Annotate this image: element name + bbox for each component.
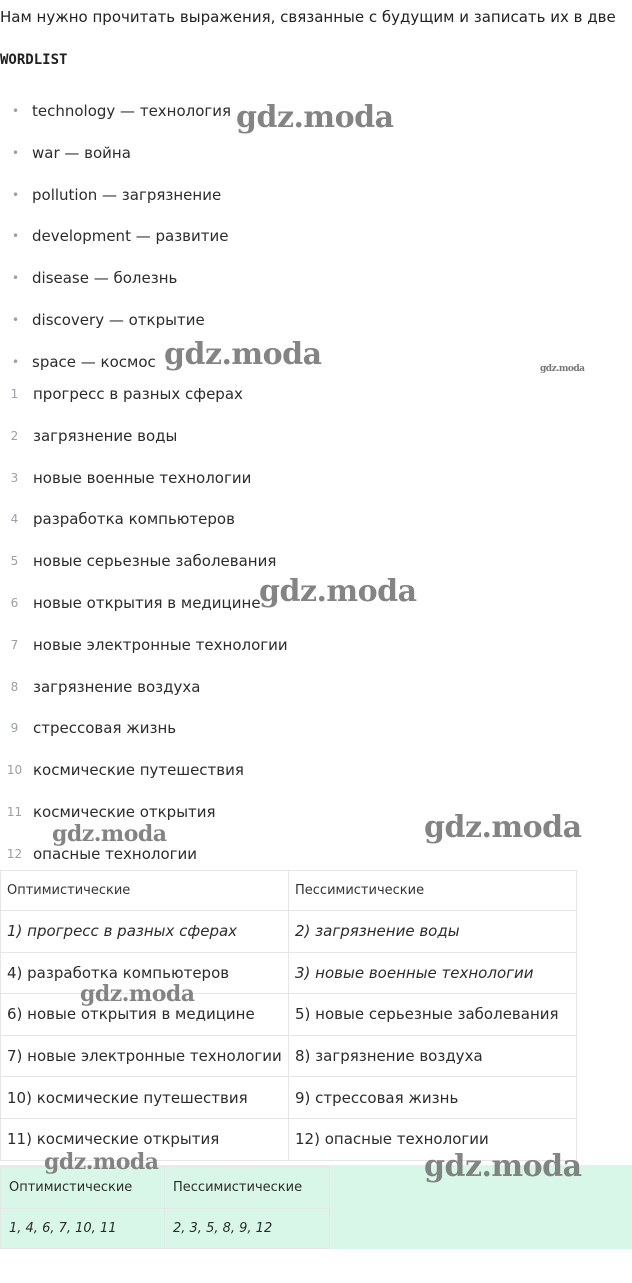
list-item bbox=[0, 142, 231, 184]
table-cell: 2) загрязнение воды bbox=[289, 911, 577, 953]
item-number: 1 bbox=[10, 387, 19, 401]
list-item bbox=[0, 592, 288, 634]
table-cell: 10) космические путешествия bbox=[1, 1077, 289, 1119]
wordlist bbox=[0, 100, 231, 393]
watermark-logo: gdz.moda bbox=[80, 981, 195, 1007]
item-number: 4 bbox=[10, 512, 19, 527]
table-cell: 4) разработка компьютеров bbox=[1, 952, 289, 994]
item-number: 5 bbox=[10, 554, 19, 569]
wordlist-item-text: disease — болезнь bbox=[32, 269, 178, 288]
header-pessimistic: Пессимистические bbox=[165, 1167, 330, 1209]
item-number: 2 bbox=[10, 428, 19, 443]
table-row bbox=[1, 952, 577, 994]
bullet-icon bbox=[0, 267, 32, 289]
table-row bbox=[1, 1118, 577, 1160]
table-cell: 11) космические открытия bbox=[1, 1118, 289, 1160]
classification-table bbox=[0, 870, 577, 1161]
item-text: космические путешествия bbox=[33, 761, 244, 780]
table-row bbox=[1, 1077, 577, 1119]
item-number: 7 bbox=[10, 637, 19, 652]
list-item bbox=[0, 508, 288, 550]
bullet-icon bbox=[0, 184, 32, 206]
bullet-icon bbox=[0, 309, 32, 331]
table-cell: 9) стрессовая жизнь bbox=[289, 1077, 577, 1119]
watermark-logo: gdz.moda bbox=[424, 1149, 582, 1184]
header-optimistic: Оптимистические bbox=[1, 871, 289, 911]
numbered-list bbox=[0, 383, 288, 885]
item-number: 3 bbox=[10, 470, 19, 485]
item-number: 12 bbox=[6, 846, 23, 861]
list-item bbox=[0, 100, 231, 142]
item-text: новые серьезные заболевания bbox=[33, 552, 277, 571]
item-text: новые военные технологии bbox=[33, 468, 252, 487]
list-item bbox=[0, 267, 231, 309]
table-row bbox=[1, 1035, 577, 1077]
item-text: загрязнение воды bbox=[33, 426, 178, 445]
item-text: космические открытия bbox=[33, 802, 216, 821]
table-row bbox=[1, 994, 577, 1036]
table-row bbox=[1, 1209, 330, 1249]
watermark-logo: gdz.moda bbox=[259, 574, 417, 609]
bullet-icon bbox=[0, 142, 32, 164]
list-item bbox=[0, 759, 288, 801]
table-cell: 12) опасные технологии bbox=[289, 1118, 577, 1160]
table-row bbox=[1, 911, 577, 953]
wordlist-item-text: space — космос bbox=[32, 352, 156, 371]
list-item bbox=[0, 801, 288, 843]
watermark-logo: gdz.moda bbox=[424, 810, 582, 845]
list-item bbox=[0, 425, 288, 467]
wordlist-item-text: discovery — открытие bbox=[32, 310, 205, 329]
table-cell: 7) новые электронные технологии bbox=[1, 1035, 289, 1077]
item-text: загрязнение воздуха bbox=[33, 677, 201, 696]
bullet-icon bbox=[0, 351, 32, 373]
wordlist-item-text: development — развитие bbox=[32, 227, 229, 246]
item-number: 6 bbox=[10, 595, 19, 610]
list-item bbox=[0, 676, 288, 718]
header-pessimistic: Пессимистические bbox=[289, 871, 577, 911]
answer-optimistic: 1, 4, 6, 7, 10, 11 bbox=[1, 1209, 165, 1249]
wordlist-heading: WORDLIST bbox=[0, 52, 68, 68]
bullet-icon bbox=[0, 100, 32, 122]
item-number: 11 bbox=[6, 804, 23, 819]
wordlist-item-text: technology — технология bbox=[32, 102, 232, 120]
intro-text: Нам нужно прочитать выражения, связанные с будущим и записать их в две bbox=[0, 8, 616, 26]
watermark-logo: gdz.moda bbox=[164, 337, 322, 372]
header-optimistic: Оптимистические bbox=[1, 1167, 165, 1209]
list-item bbox=[0, 225, 231, 267]
wordlist-item-text: war — война bbox=[32, 143, 131, 162]
item-text: разработка компьютеров bbox=[33, 510, 235, 529]
answer-table bbox=[0, 1166, 330, 1249]
item-text: новые электронные технологии bbox=[33, 635, 288, 654]
item-number: 9 bbox=[10, 721, 19, 736]
bullet-icon bbox=[0, 225, 32, 247]
table-cell: 5) новые серьезные заболевания bbox=[289, 994, 577, 1036]
item-number: 8 bbox=[10, 679, 19, 694]
list-item bbox=[0, 550, 288, 592]
list-item bbox=[0, 634, 288, 676]
table-cell: 3) новые военные технологии bbox=[289, 952, 577, 994]
table-cell: 1) прогресс в разных сферах bbox=[1, 911, 289, 953]
list-item bbox=[0, 717, 288, 759]
item-text: стрессовая жизнь bbox=[33, 719, 177, 738]
table-header-row bbox=[1, 1167, 330, 1209]
table-header-row bbox=[1, 871, 577, 911]
list-item bbox=[0, 309, 231, 351]
watermark-logo: gdz.moda bbox=[236, 100, 394, 135]
wordlist-item-text: pollution — загрязнение bbox=[32, 185, 222, 204]
table-cell: 6) новые открытия в медицине bbox=[1, 994, 289, 1036]
item-text: новые открытия в медицине bbox=[33, 593, 261, 612]
item-number: 10 bbox=[6, 763, 23, 778]
list-item bbox=[0, 184, 231, 226]
watermark-logo: gdz.moda bbox=[44, 1149, 159, 1175]
watermark-logo: gdz.moda bbox=[540, 364, 585, 374]
answer-pessimistic: 2, 3, 5, 8, 9, 12 bbox=[165, 1209, 330, 1249]
item-text: прогресс в разных сферах bbox=[33, 385, 243, 403]
table-cell: 8) загрязнение воздуха bbox=[289, 1035, 577, 1077]
watermark-logo: gdz.moda bbox=[52, 821, 167, 847]
list-item bbox=[0, 467, 288, 509]
list-item bbox=[0, 383, 288, 425]
item-text: опасные технологии bbox=[33, 844, 198, 863]
